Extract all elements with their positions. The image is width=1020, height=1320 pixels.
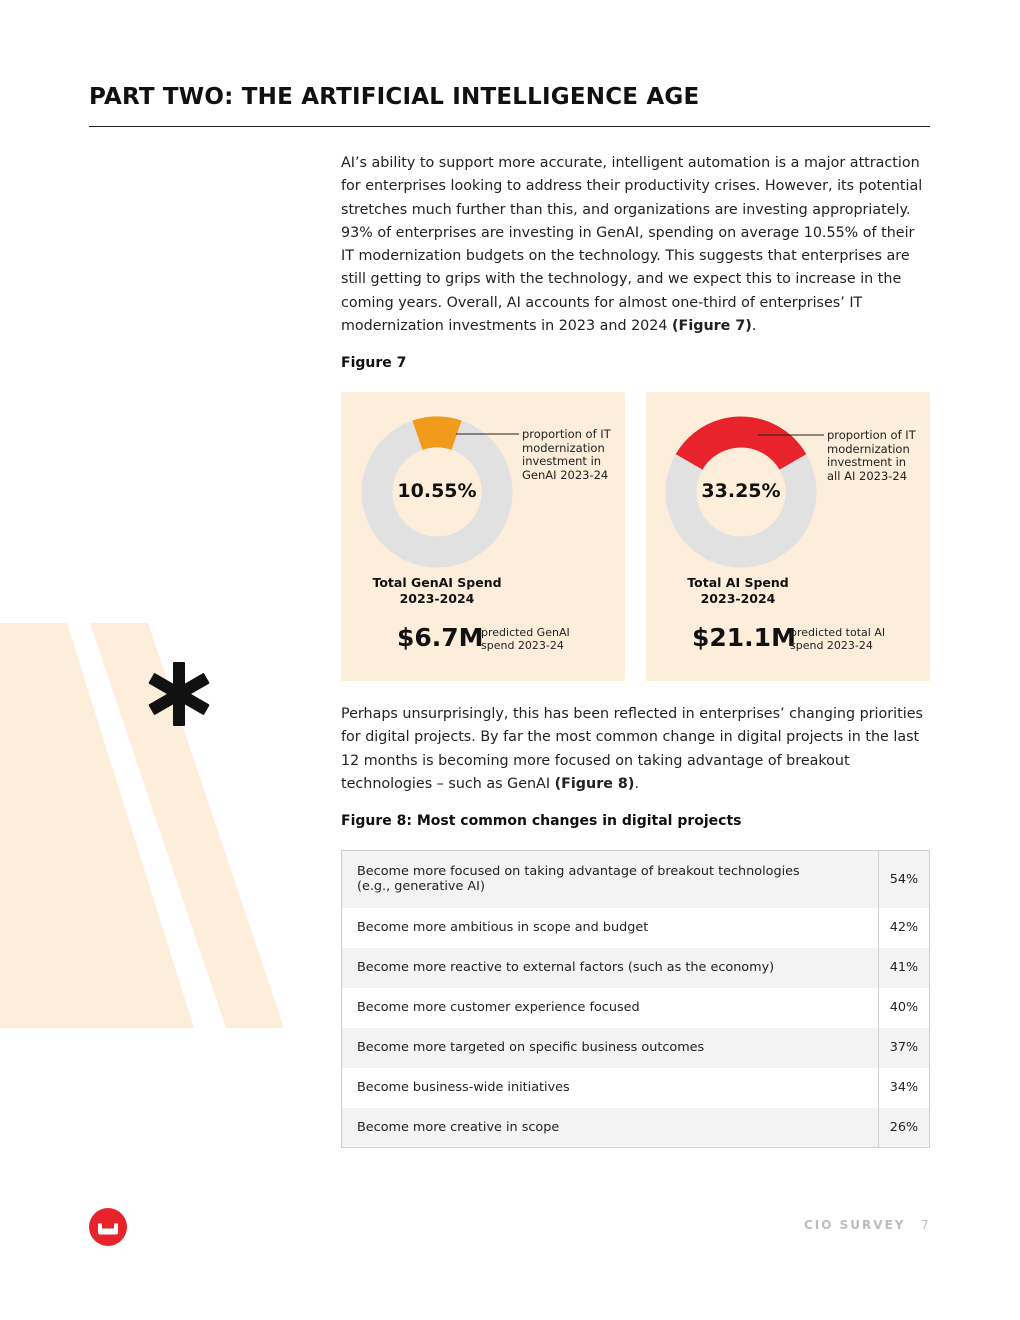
change-percent: 42% — [879, 908, 930, 948]
ai-spend-label: Total AI Spend 2023-2024 — [687, 575, 789, 606]
figure8-reference: (Figure 8) — [554, 775, 635, 792]
ai-spend-amount: $21.1M — [692, 623, 796, 652]
genai-spend-card — [341, 392, 625, 681]
change-label: Become more reactive to external factors (such as the economy) — [357, 960, 775, 975]
change-percent: 54% — [879, 851, 930, 908]
table-row — [342, 851, 930, 908]
change-label: Become more targeted on specific business outcomes — [357, 1040, 705, 1055]
table-row — [342, 988, 930, 1028]
ai-percent-value: 33.25% — [701, 480, 781, 502]
table-row — [342, 908, 930, 948]
change-label: Become more focused on taking advantage of breakout technologies (e.g., generative AI) — [357, 864, 800, 895]
genai-percent-value: 10.55% — [397, 480, 477, 502]
table-row — [342, 948, 930, 988]
change-percent: 41% — [879, 948, 930, 988]
change-label: Become more customer experience focused — [357, 1000, 640, 1015]
change-percent: 37% — [879, 1028, 930, 1068]
figure7-label: Figure 7 — [341, 355, 407, 371]
page-number: 7 — [921, 1218, 929, 1232]
genai-spend-note: predicted GenAI spend 2023-24 — [481, 626, 570, 652]
ai-proportion-note: proportion of IT modernization investment in all AI 2023-24 — [827, 428, 916, 483]
genai-spend-label: Total GenAI Spend 2023-2024 — [372, 575, 502, 606]
couchbase-logo-icon — [89, 1208, 127, 1246]
change-percent: 34% — [879, 1068, 930, 1108]
ai-spend-note: predicted total AI spend 2023-24 — [790, 626, 886, 652]
change-label: Become more ambitious in scope and budget — [357, 920, 649, 935]
asterisk-icon — [141, 654, 217, 734]
digital-projects-table — [341, 850, 930, 1148]
genai-spend-amount: $6.7M — [397, 623, 484, 652]
footer-title: CIO SURVEY — [804, 1218, 906, 1232]
change-label: Become more creative in scope — [357, 1119, 560, 1135]
table-row — [342, 1068, 930, 1108]
figure7-reference: (Figure 7) — [672, 318, 752, 335]
table-row — [342, 1108, 930, 1148]
change-percent: 40% — [879, 988, 930, 1028]
change-label: Become business-wide initiatives — [357, 1080, 570, 1095]
page-title: PART TWO: THE ARTIFICIAL INTELLIGENCE AGE — [89, 84, 700, 110]
title-divider — [89, 126, 930, 127]
genai-proportion-note: proportion of IT modernization investment in GenAI 2023-24 — [522, 427, 611, 482]
ai-spend-card — [646, 392, 930, 681]
change-percent: 26% — [879, 1108, 930, 1148]
second-paragraph: Perhaps unsurprisingly, this has been reflected in enterprises’ changing priorities for digital projects. By far the most common change in digital projects in the last 12 months is becoming more focused on taking advantage of breakout technologies – such as GenAI (Figure 8). — [341, 706, 923, 792]
table-row — [342, 1028, 930, 1068]
intro-paragraph: AI’s ability to support more accurate, intelligent automation is a major attraction for enterprises looking to address their productivity crises. However, its potential stretches much further than this, and organizations are investing appropriately. 93% of enterprises are investing in GenAI, spending on average 10.55% of their IT modernization budgets on the technology. This suggests that enterprises are still getting to grips with the technology, and we expect this to increase in the coming years. Overall, AI accounts for almost one-third of enterprises’ IT modernization investments in 2023 and 2024 (Figure 7). — [341, 155, 923, 335]
figure8-label: Figure 8: Most common changes in digital projects — [341, 813, 742, 829]
